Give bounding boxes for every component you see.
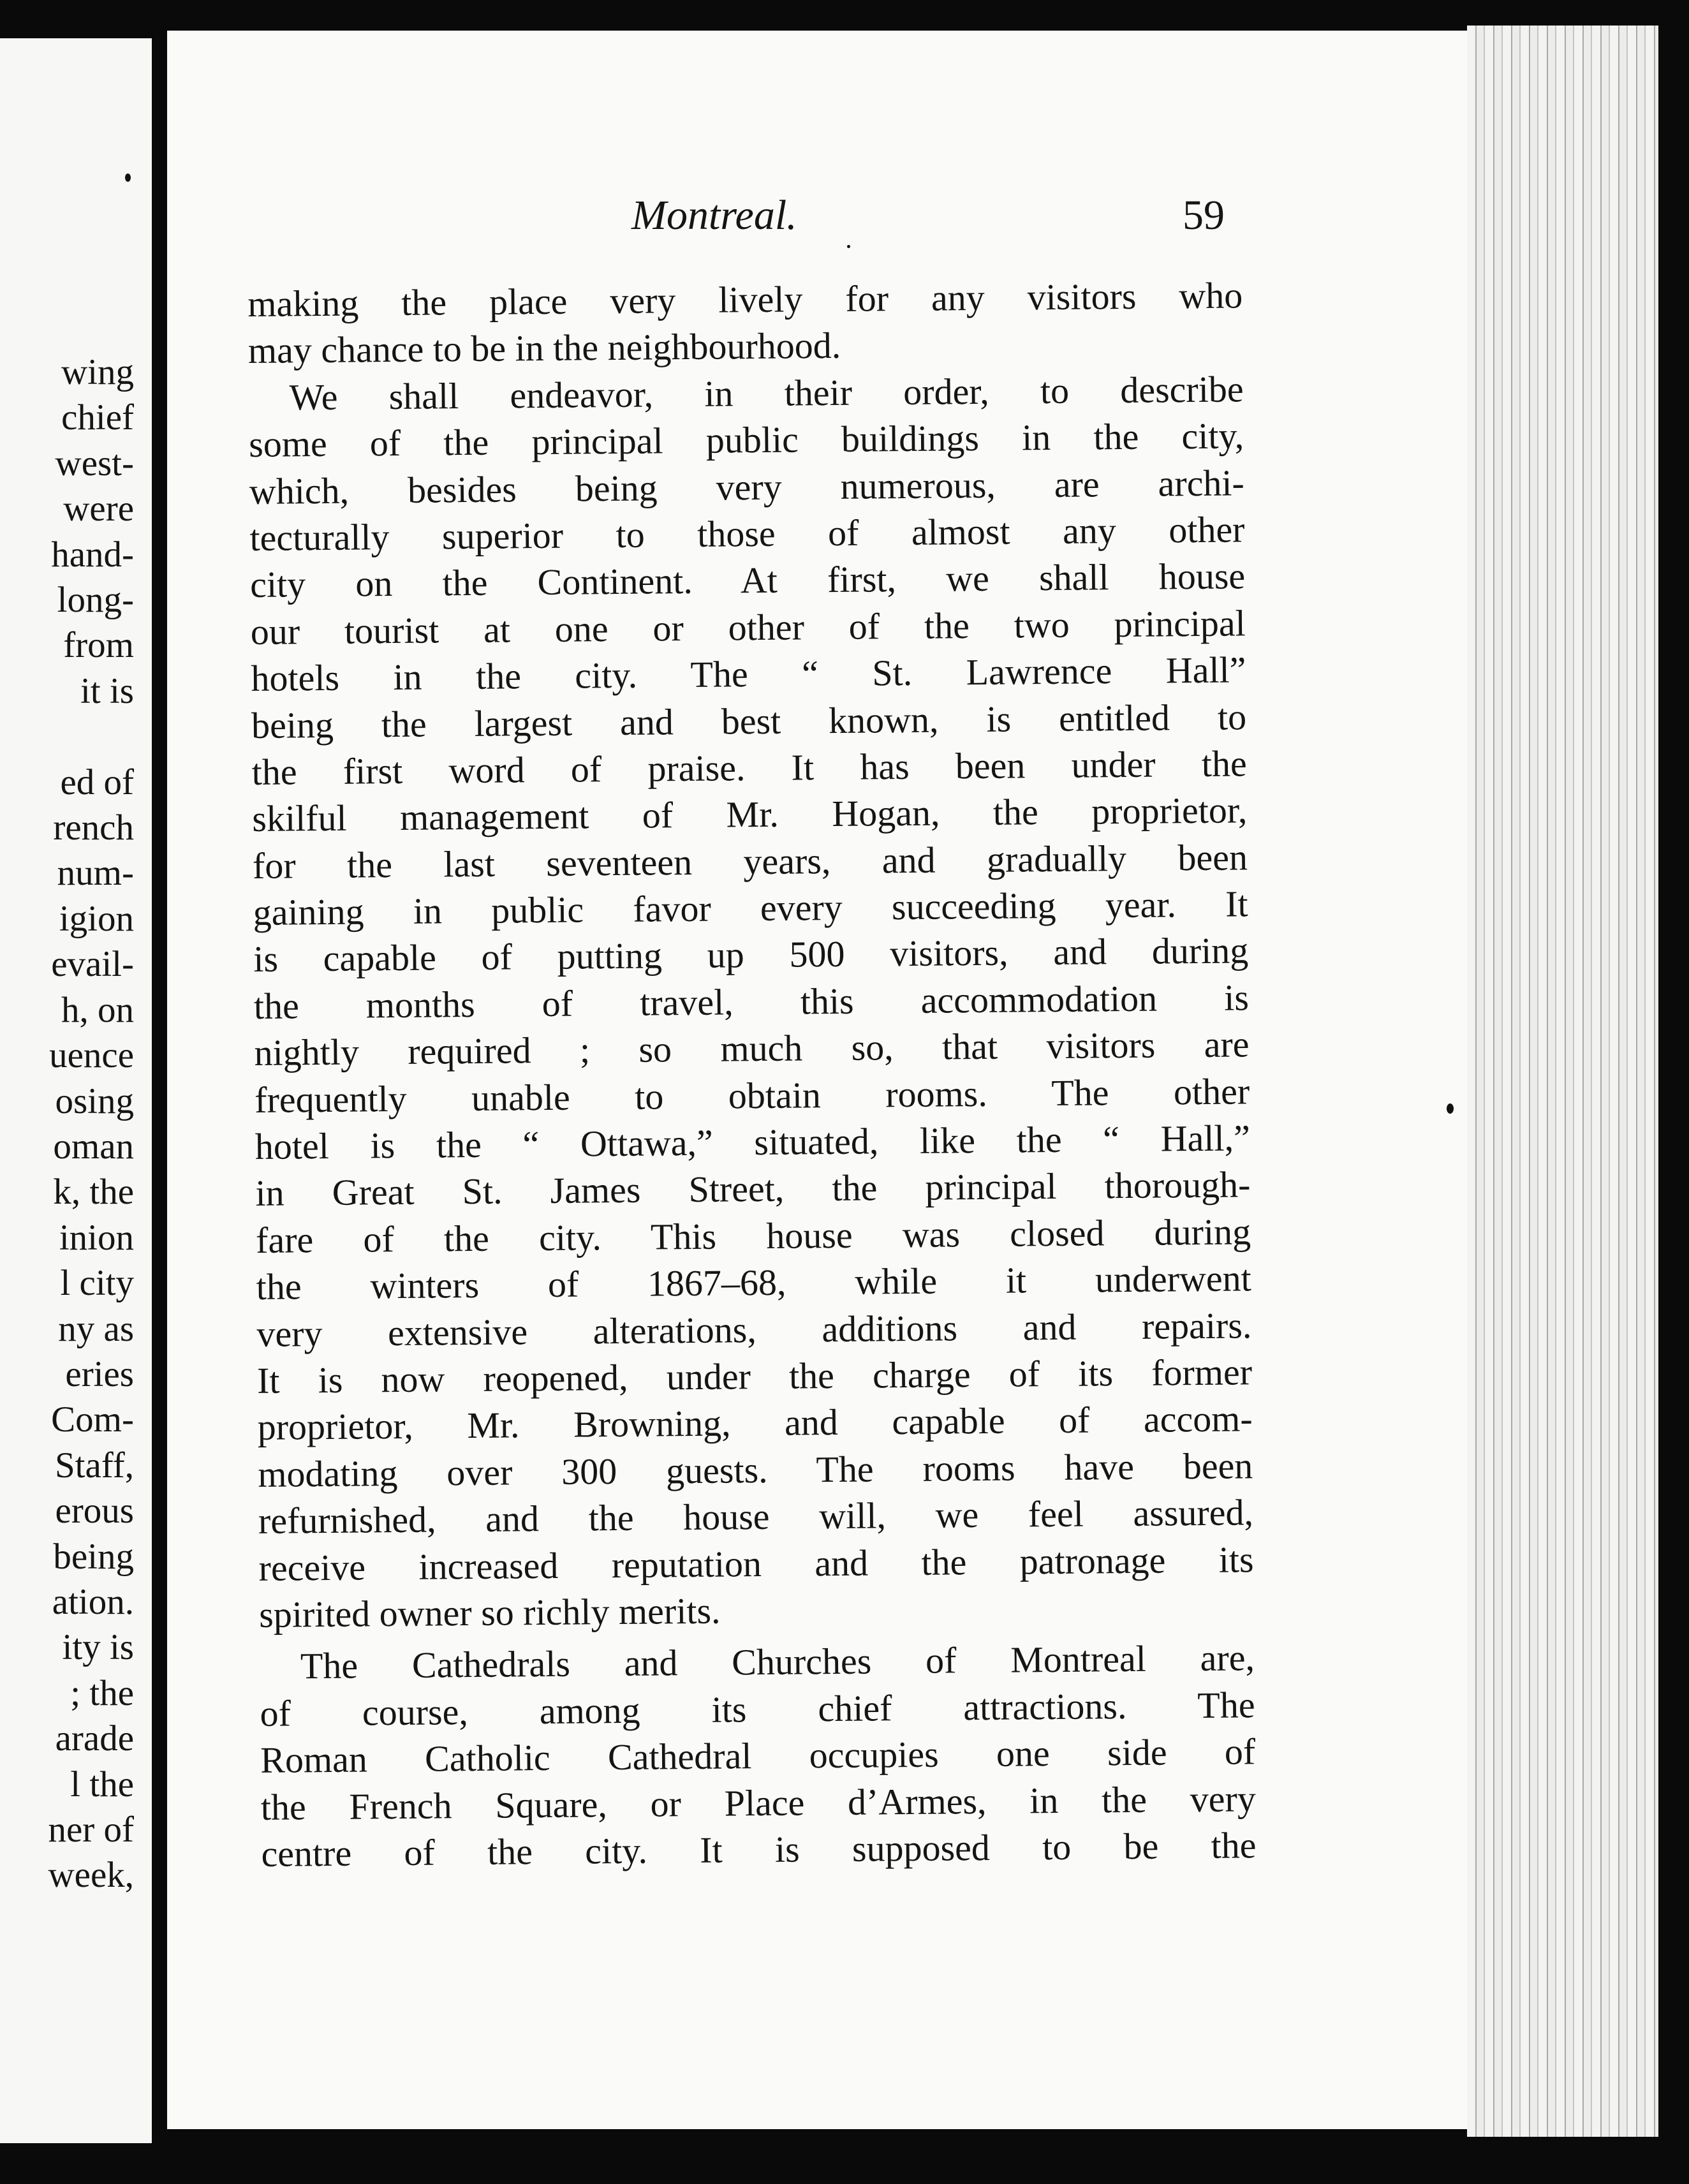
text-line: proprietor, Mr. Browning, and capable of accom- [257, 1398, 1253, 1449]
left-line-ending: ner of [48, 1810, 134, 1850]
text-line: in Great St. James Street, the principal thorough- [255, 1163, 1251, 1214]
left-line-ending: Staff, [54, 1445, 134, 1486]
left-line-ending: ed of [60, 762, 134, 802]
left-line-ending: inion [59, 1217, 134, 1258]
left-line-ending: igion [59, 898, 134, 939]
text-line: fare of the city. This house was closed during [255, 1211, 1251, 1261]
left-line-ending: num- [57, 853, 134, 894]
left-page-fragment [0, 38, 152, 2143]
left-line-ending: hand- [51, 534, 134, 575]
left-line-ending: wing [61, 352, 134, 392]
text-line: modating over 300 guests. The rooms have been [258, 1445, 1253, 1495]
text-line: hotels in the city. The “ St. Lawrence Hall” [251, 649, 1246, 700]
text-line: city on the Continent. At first, we shall house [249, 555, 1246, 606]
left-line-ending: ation. [52, 1581, 134, 1622]
text-line: may chance to be in the neighbourhood. [247, 325, 841, 372]
text-line: refurnished, and the house will, we feel assured, [258, 1491, 1254, 1542]
left-line-ending: arade [55, 1718, 134, 1759]
text-line: the French Square, or Place d’Armes, in the very [260, 1777, 1257, 1828]
left-line-ending: ny as [58, 1308, 134, 1349]
left-page-line-endings [48, 350, 134, 1898]
text-line: being the largest and best known, is entitled to [251, 695, 1247, 746]
text-line: Roman Catholic Cathedral occupies one side of [260, 1730, 1256, 1782]
page-number: 59 [1183, 192, 1225, 239]
text-line: our tourist at one or other of the two principal [250, 602, 1246, 653]
left-line-ending: from [63, 625, 134, 666]
left-line-ending: long- [57, 580, 134, 621]
text-line: is capable of putting up 500 visitors, and during [253, 929, 1249, 980]
left-line-ending: west- [55, 443, 134, 483]
left-line-ending: l the [70, 1764, 134, 1804]
left-line-ending: ; the [70, 1672, 134, 1713]
left-line-ending: eries [65, 1354, 134, 1394]
left-line-ending: it is [80, 670, 134, 711]
text-line: tecturally superior to those of almost any other [249, 508, 1245, 559]
running-head [612, 191, 1225, 249]
text-line: making the place very lively for any visitors who [247, 274, 1243, 325]
text-line: receive increased reputation and the patronage its [258, 1538, 1254, 1589]
left-line-ending: week, [48, 1855, 134, 1896]
text-line: hotel is the “ Ottawa,” situated, like the “ Hall,” [254, 1117, 1251, 1167]
text-line: spirited owner so richly merits. [258, 1590, 721, 1635]
left-line-ending: k, the [53, 1172, 134, 1213]
left-line-ending: osing [55, 1081, 134, 1121]
text-line: centre of the city. It is supposed to be the [261, 1824, 1257, 1875]
text-line: very extensive alterations, additions and repairs. [256, 1304, 1252, 1355]
running-head-title: Montreal. [631, 192, 797, 239]
ink-speck [125, 173, 131, 182]
left-line-ending: l city [60, 1263, 134, 1304]
left-line-ending: chief [61, 397, 134, 438]
left-line-ending: uence [49, 1035, 134, 1076]
text-line: the winters of 1867–68, while it underwent [256, 1257, 1251, 1308]
text-line: for the last seventeen years, and gradually been [252, 836, 1248, 887]
text-line: The Cathedrals and Churches of Montreal are, [300, 1637, 1255, 1687]
text-line: of course, among its chief attractions. The [260, 1684, 1255, 1734]
text-line: gaining in public favor every succeeding year. It [253, 883, 1248, 934]
ink-speck [1447, 1103, 1454, 1114]
text-line: It is now reopened, under the charge of its former [256, 1351, 1253, 1401]
left-line-ending: oman [53, 1126, 134, 1167]
text-line: some of the principal public buildings in the city, [248, 415, 1244, 466]
left-line-ending: were [63, 489, 134, 529]
left-line-ending: ity is [62, 1627, 134, 1668]
body-text [247, 272, 1257, 1877]
left-line-ending: erous [55, 1491, 134, 1531]
left-line-ending: Com- [51, 1399, 134, 1440]
text-line: skilful management of Mr. Hogan, the proprietor, [252, 789, 1248, 840]
left-line-ending: evail- [51, 944, 134, 985]
text-line: which, besides being very numerous, are archi- [249, 461, 1245, 512]
text-line: frequently unable to obtain rooms. The other [254, 1070, 1250, 1121]
left-line-ending: h, on [61, 989, 134, 1030]
text-line: We shall endeavor, in their order, to describe [289, 368, 1244, 418]
left-line-ending [48, 714, 134, 759]
page-edges [1467, 26, 1658, 2137]
text-line: nightly required ; so much so, that visitors are [254, 1023, 1250, 1074]
text-line: the months of travel, this accommodation is [253, 977, 1250, 1027]
text-line: the first word of praise. It has been under the [251, 742, 1247, 793]
left-line-ending: being [53, 1536, 134, 1577]
left-line-ending: rench [53, 808, 134, 848]
